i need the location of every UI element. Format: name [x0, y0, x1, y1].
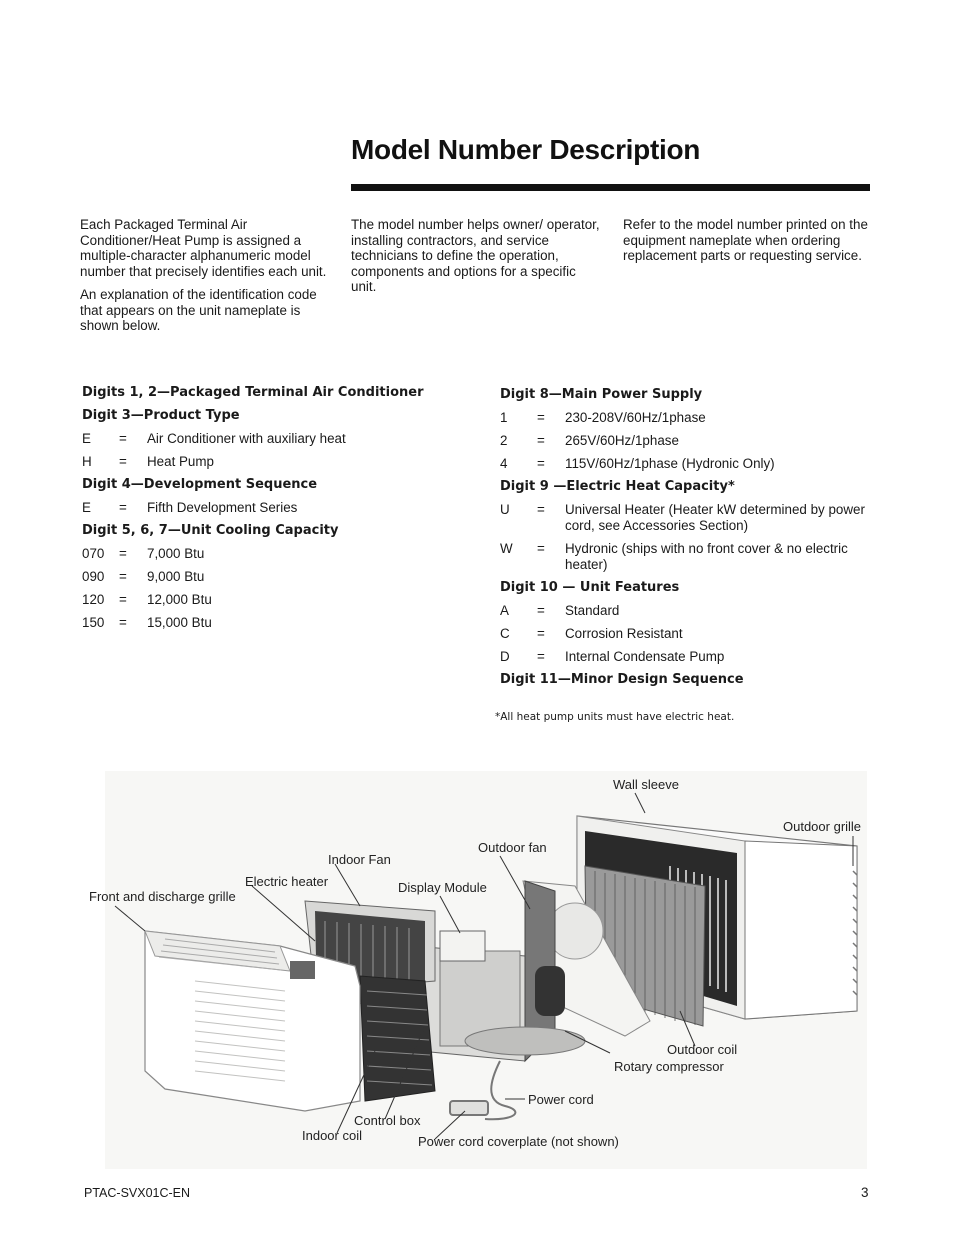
label-front-grille: Front and discharge grille — [89, 889, 236, 904]
label-outdoor-grille: Outdoor grille — [783, 819, 862, 834]
spec-equals: = — [537, 456, 545, 471]
footer-page-number: 3 — [861, 1185, 869, 1200]
label-indoor-coil: Indoor coil — [302, 1128, 362, 1143]
spec-heading: Digit 4—Development Sequence — [82, 477, 318, 492]
spec-equals: = — [119, 569, 127, 584]
label-rotary-compressor: Rotary compressor — [614, 1059, 724, 1074]
spec-equals: = — [537, 502, 545, 517]
footnote: *All heat pump units must have electric heat. — [495, 711, 735, 723]
spec-code: 150 — [82, 615, 105, 630]
intro-paragraph: An explanation of the identification code that appears on the unit nameplate is shown below. — [80, 287, 317, 333]
label-display-module: Display Module — [398, 880, 487, 895]
model-code-right-column — [500, 387, 870, 688]
power-cord-shape — [450, 1061, 515, 1119]
spec-entry — [500, 603, 870, 619]
spec-heading: Digit 3—Product Type — [82, 408, 240, 423]
spec-entry — [82, 431, 442, 447]
spec-description: Heat Pump — [147, 454, 214, 469]
intro-paragraph: Refer to the model number printed on the equipment nameplate when ordering replacement parts or requesting service. — [623, 217, 868, 263]
spec-description: Fifth Development Series — [147, 500, 298, 515]
spec-entry — [82, 454, 442, 470]
spec-entry — [82, 615, 442, 631]
page-title: Model Number Description — [351, 134, 701, 165]
spec-equals: = — [537, 433, 545, 448]
spec-equals: = — [119, 454, 127, 469]
intro-paragraph: Each Packaged Terminal Air Conditioner/Heat Pump is assigned a multiple-character alphanumeric model number that precisely identifies each unit. — [80, 217, 327, 279]
spec-code: 4 — [500, 456, 508, 471]
spec-description: Corrosion Resistant — [565, 626, 683, 641]
spec-entry — [500, 649, 870, 665]
intro-column-2 — [351, 217, 601, 303]
label-electric-heater: Electric heater — [245, 874, 329, 889]
spec-code: 1 — [500, 410, 508, 425]
spec-equals: = — [537, 410, 545, 425]
spec-code: D — [500, 649, 510, 664]
spec-entry — [500, 502, 870, 534]
spec-equals: = — [119, 592, 127, 607]
spec-equals: = — [119, 431, 127, 446]
spec-heading: Digit 10 — Unit Features — [500, 580, 680, 595]
spec-equals: = — [119, 615, 127, 630]
intro-column-3 — [623, 217, 868, 272]
spec-description: 265V/60Hz/1phase — [565, 433, 679, 448]
spec-code: A — [500, 603, 509, 618]
spec-equals: = — [119, 546, 127, 561]
spec-code: 070 — [82, 546, 105, 561]
spec-heading: Digit 11—Minor Design Sequence — [500, 672, 744, 687]
spec-code: 090 — [82, 569, 105, 584]
spec-entry — [82, 546, 442, 562]
spec-entry — [82, 500, 442, 516]
label-control-box: Control box — [354, 1113, 421, 1128]
spec-code: E — [82, 431, 91, 446]
spec-equals: = — [537, 626, 545, 641]
spec-description: Universal Heater (Heater kW determined by power cord, see Accessories Section) — [565, 502, 865, 533]
spec-heading: Digit 5, 6, 7—Unit Cooling Capacity — [82, 523, 339, 538]
spec-equals: = — [537, 649, 545, 664]
intro-paragraph: The model number helps owner/ operator, installing contractors, and service technicians to define the operation, components and options for a specific unit. — [351, 217, 600, 294]
spec-description: 230-208V/60Hz/1phase — [565, 410, 706, 425]
spec-equals: = — [119, 500, 127, 515]
exploded-unit-figure — [89, 771, 867, 1169]
spec-entry — [500, 433, 870, 449]
spec-equals: = — [537, 603, 545, 618]
spec-description: 7,000 Btu — [147, 546, 205, 561]
spec-entry — [500, 456, 870, 472]
spec-code: U — [500, 502, 510, 517]
spec-equals: = — [537, 541, 545, 556]
spec-description: Standard — [565, 603, 620, 618]
spec-code: H — [82, 454, 92, 469]
spec-entry — [82, 569, 442, 585]
label-power-cord: Power cord — [528, 1092, 594, 1107]
spec-entry — [82, 592, 442, 608]
label-coverplate: Power cord coverplate (not shown) — [418, 1134, 619, 1149]
spec-code: E — [82, 500, 91, 515]
spec-description: 12,000 Btu — [147, 592, 212, 607]
spec-heading: Digits 1, 2—Packaged Terminal Air Conditioner — [82, 385, 424, 400]
spec-entry — [500, 626, 870, 642]
spec-description: Air Conditioner with auxiliary heat — [147, 431, 346, 446]
label-outdoor-coil: Outdoor coil — [667, 1042, 738, 1057]
spec-code: C — [500, 626, 510, 641]
label-indoor-fan: Indoor Fan — [328, 852, 391, 867]
spec-code: 2 — [500, 433, 508, 448]
spec-description: 9,000 Btu — [147, 569, 205, 584]
title-rule — [351, 184, 870, 191]
spec-heading: Digit 8—Main Power Supply — [500, 387, 703, 402]
intro-column-1 — [80, 217, 330, 342]
spec-entry — [500, 410, 870, 426]
spec-description: 115V/60Hz/1phase (Hydronic Only) — [565, 456, 775, 471]
spec-description: 15,000 Btu — [147, 615, 212, 630]
spec-code: W — [500, 541, 513, 556]
spec-description: Hydronic (ships with no front cover & no electric heater) — [565, 541, 848, 572]
spec-code: 120 — [82, 592, 105, 607]
spec-description: Internal Condensate Pump — [565, 649, 725, 664]
label-outdoor-fan: Outdoor fan — [478, 840, 547, 855]
model-code-left-column — [82, 385, 442, 631]
label-wall-sleeve: Wall sleeve — [613, 777, 679, 792]
exploded-unit-drawing — [105, 771, 867, 1169]
footer-document-id: PTAC-SVX01C-EN — [84, 1186, 191, 1200]
spec-entry — [500, 541, 870, 573]
spec-heading: Digit 9 —Electric Heat Capacity* — [500, 479, 735, 494]
